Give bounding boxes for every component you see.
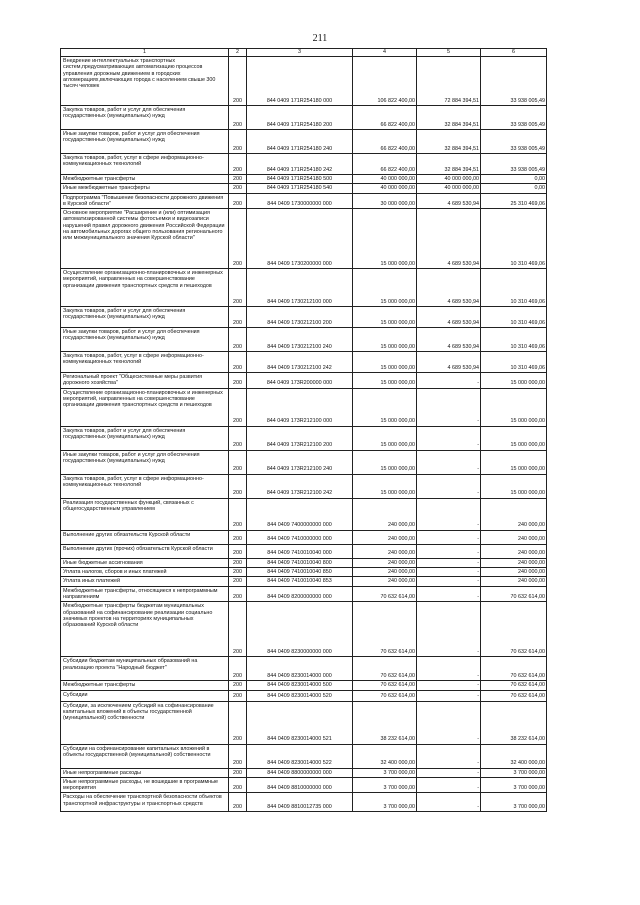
- row-amount-remaining: 240 000,00: [481, 498, 547, 530]
- row-classification: 844 0409 7410010040 850: [247, 568, 353, 577]
- row-name: Межбюджетные трансферты: [61, 681, 229, 690]
- row-code: 200: [229, 793, 247, 812]
- row-classification: 844 0409 173R212100 000: [247, 388, 353, 426]
- row-classification: 844 0409 1730212100 200: [247, 307, 353, 328]
- row-code: 200: [229, 307, 247, 328]
- row-name: Региональный проект "Общесистемные меры развития дорожного хозяйства": [61, 373, 229, 389]
- table-row: [61, 530, 547, 544]
- row-classification: 844 0409 171R254180 240: [247, 130, 353, 154]
- table-row: [61, 768, 547, 777]
- row-name: Межбюджетные трансферты, относящиеся к непрограммным направлениям: [61, 586, 229, 602]
- row-amount-remaining: 25 310 469,06: [481, 193, 547, 209]
- table-row: [61, 577, 547, 586]
- row-amount-approved: 240 000,00: [353, 568, 417, 577]
- row-amount-approved: 15 000 000,00: [353, 373, 417, 389]
- row-amount-approved: 240 000,00: [353, 530, 417, 544]
- row-code: 200: [229, 681, 247, 690]
- row-amount-executed: 72 884 394,51: [417, 57, 481, 106]
- table-row: [61, 193, 547, 209]
- row-code: 200: [229, 657, 247, 681]
- row-amount-remaining: 240 000,00: [481, 568, 547, 577]
- table-row: [61, 681, 547, 690]
- row-classification: 844 0409 173R200000 000: [247, 373, 353, 389]
- row-code: 200: [229, 530, 247, 544]
- row-code: 200: [229, 269, 247, 307]
- row-amount-remaining: 70 632 614,00: [481, 657, 547, 681]
- row-name: Субсидии бюджетам муниципальных образований на реализацию проекта "Народный бюджет": [61, 657, 229, 681]
- table-row: [61, 777, 547, 793]
- table-row: [61, 450, 547, 474]
- row-name: Реализация государственных функций, связанных с общегосударственным управлением: [61, 498, 229, 530]
- row-amount-remaining: 70 632 614,00: [481, 586, 547, 602]
- row-amount-executed: -: [417, 426, 481, 450]
- row-classification: 844 0409 8230014000 522: [247, 744, 353, 768]
- table-row: [61, 690, 547, 701]
- row-classification: 844 0409 8810000000 000: [247, 777, 353, 793]
- row-amount-executed: 32 884 394,51: [417, 154, 481, 175]
- row-amount-approved: 70 632 614,00: [353, 657, 417, 681]
- row-amount-approved: 3 700 000,00: [353, 777, 417, 793]
- row-amount-remaining: 70 632 614,00: [481, 681, 547, 690]
- row-amount-approved: 70 632 614,00: [353, 690, 417, 701]
- row-amount-executed: 32 884 394,51: [417, 106, 481, 130]
- table-row: [61, 602, 547, 657]
- row-name: Субсидии: [61, 690, 229, 701]
- row-amount-approved: 66 822 400,00: [353, 106, 417, 130]
- row-amount-remaining: 33 938 005,49: [481, 106, 547, 130]
- row-amount-approved: 3 700 000,00: [353, 793, 417, 812]
- row-amount-approved: 15 000 000,00: [353, 352, 417, 373]
- row-amount-approved: 70 632 614,00: [353, 681, 417, 690]
- row-amount-executed: -: [417, 586, 481, 602]
- row-name: Субсидии на софинансирование капитальных вложений в объекты государственной (муниципальной) собственности: [61, 744, 229, 768]
- row-amount-approved: 66 822 400,00: [353, 154, 417, 175]
- row-name: Межбюджетные трансферты бюджетам муниципальных образований на софинансирование реализации социально значимых проектов на территориях муниципальных образований Курской области: [61, 602, 229, 657]
- row-classification: 844 0409 171R254180 500: [247, 175, 353, 184]
- row-amount-executed: 4 689 530,94: [417, 328, 481, 352]
- row-amount-executed: -: [417, 793, 481, 812]
- row-amount-remaining: 240 000,00: [481, 544, 547, 558]
- row-amount-approved: 240 000,00: [353, 577, 417, 586]
- table-row: [61, 352, 547, 373]
- row-name: Уплата иных платежей: [61, 577, 229, 586]
- row-amount-executed: 40 000 000,00: [417, 175, 481, 184]
- row-classification: 844 0409 173R212100 242: [247, 474, 353, 498]
- row-name: Закупка товаров, работ и услуг для обеспечения государственных (муниципальных) нужд: [61, 106, 229, 130]
- row-amount-executed: -: [417, 558, 481, 567]
- row-amount-executed: -: [417, 577, 481, 586]
- header-cell: 1: [61, 49, 229, 57]
- row-amount-approved: 240 000,00: [353, 544, 417, 558]
- row-code: 200: [229, 184, 247, 193]
- row-name: Иные закупки товаров, работ и услуг для обеспечения государственных (муниципальных) нужд: [61, 450, 229, 474]
- row-amount-executed: -: [417, 474, 481, 498]
- row-classification: 844 0409 171R254180 000: [247, 57, 353, 106]
- row-classification: 844 0409 8200000000 000: [247, 586, 353, 602]
- row-amount-remaining: 3 700 000,00: [481, 793, 547, 812]
- row-amount-executed: -: [417, 744, 481, 768]
- table-row: [61, 558, 547, 567]
- row-classification: 844 0409 171R254180 242: [247, 154, 353, 175]
- row-amount-executed: -: [417, 602, 481, 657]
- row-classification: 844 0409 8810012735 000: [247, 793, 353, 812]
- budget-table: [60, 48, 547, 812]
- row-amount-remaining: 240 000,00: [481, 558, 547, 567]
- table-row: [61, 701, 547, 744]
- row-amount-remaining: 0,00: [481, 175, 547, 184]
- header-cell: 4: [353, 49, 417, 57]
- table-row: [61, 307, 547, 328]
- row-amount-remaining: 15 000 000,00: [481, 474, 547, 498]
- row-name: Закупка товаров, работ, услуг в сфере информационно-коммуникационных технологий: [61, 474, 229, 498]
- header-cell: 6: [481, 49, 547, 57]
- row-name: Иные закупки товаров, работ и услуг для обеспечения государственных (муниципальных) нужд: [61, 130, 229, 154]
- row-amount-executed: -: [417, 777, 481, 793]
- row-name: Закупка товаров, работ и услуг для обеспечения государственных (муниципальных) нужд: [61, 307, 229, 328]
- row-classification: 844 0409 7410010040 853: [247, 577, 353, 586]
- row-amount-remaining: 15 000 000,00: [481, 426, 547, 450]
- row-classification: 844 0409 8230014000 500: [247, 681, 353, 690]
- row-amount-executed: 32 884 394,51: [417, 130, 481, 154]
- row-name: Иные межбюджетные трансферты: [61, 184, 229, 193]
- row-classification: 844 0409 7400000000 000: [247, 498, 353, 530]
- row-code: 200: [229, 388, 247, 426]
- row-amount-approved: 15 000 000,00: [353, 388, 417, 426]
- table-row: [61, 744, 547, 768]
- row-name: Иные непрограммные расходы: [61, 768, 229, 777]
- row-amount-executed: -: [417, 530, 481, 544]
- row-code: 200: [229, 373, 247, 389]
- row-code: 200: [229, 426, 247, 450]
- row-code: 200: [229, 474, 247, 498]
- row-code: 200: [229, 175, 247, 184]
- row-name: Закупка товаров, работ и услуг для обеспечения государственных (муниципальных) нужд: [61, 426, 229, 450]
- table-row: [61, 426, 547, 450]
- row-name: Осуществление организационно-планировочных и инженерных мероприятий, направленных на совершенствование организации движения транспортных средств и пешеходов: [61, 269, 229, 307]
- row-amount-approved: 15 000 000,00: [353, 474, 417, 498]
- row-classification: 844 0409 8800000000 000: [247, 768, 353, 777]
- row-amount-approved: 240 000,00: [353, 558, 417, 567]
- row-amount-executed: -: [417, 544, 481, 558]
- row-code: 200: [229, 701, 247, 744]
- row-code: 200: [229, 544, 247, 558]
- row-classification: 844 0409 173R212100 240: [247, 450, 353, 474]
- row-code: 200: [229, 777, 247, 793]
- row-name: Закупка товаров, работ, услуг в сфере информационно-коммуникационных технологий: [61, 154, 229, 175]
- row-code: 200: [229, 193, 247, 209]
- row-amount-approved: 3 700 000,00: [353, 768, 417, 777]
- row-code: 200: [229, 690, 247, 701]
- row-amount-remaining: 240 000,00: [481, 577, 547, 586]
- row-name: Уплата налогов, сборов и иных платежей: [61, 568, 229, 577]
- row-amount-executed: -: [417, 657, 481, 681]
- row-amount-executed: 4 689 530,94: [417, 269, 481, 307]
- header-cell: 3: [247, 49, 353, 57]
- row-classification: 844 0409 7410010040 000: [247, 544, 353, 558]
- row-amount-approved: 15 000 000,00: [353, 307, 417, 328]
- row-code: 200: [229, 328, 247, 352]
- row-name: Иные непрограммные расходы, не вошедшие в программные мероприятия: [61, 777, 229, 793]
- row-name: Межбюджетные трансферты: [61, 175, 229, 184]
- row-amount-executed: -: [417, 701, 481, 744]
- row-code: 200: [229, 768, 247, 777]
- row-name: Осуществление организационно-планировочных и инженерных мероприятий, направленных на совершенствование организации движения транспортных средств и пешеходов: [61, 388, 229, 426]
- row-name: Подпрограмма "Повышение безопасности дорожного движения в Курской области": [61, 193, 229, 209]
- row-name: Выполнение других обязательств Курской области: [61, 530, 229, 544]
- row-amount-remaining: 0,00: [481, 184, 547, 193]
- table-row: [61, 130, 547, 154]
- row-amount-remaining: 10 310 469,06: [481, 269, 547, 307]
- row-classification: 844 0409 1730212100 000: [247, 269, 353, 307]
- row-amount-approved: 15 000 000,00: [353, 209, 417, 269]
- row-name: Закупка товаров, работ, услуг в сфере информационно-коммуникационных технологий: [61, 352, 229, 373]
- row-amount-approved: 38 232 614,00: [353, 701, 417, 744]
- table-row: [61, 498, 547, 530]
- row-amount-remaining: 38 232 614,00: [481, 701, 547, 744]
- row-amount-executed: 4 689 530,94: [417, 352, 481, 373]
- row-amount-executed: -: [417, 373, 481, 389]
- row-amount-remaining: 15 000 000,00: [481, 373, 547, 389]
- row-amount-approved: 70 632 614,00: [353, 602, 417, 657]
- row-amount-approved: 30 000 000,00: [353, 193, 417, 209]
- row-classification: 844 0409 8230014000 000: [247, 657, 353, 681]
- header-cell: 5: [417, 49, 481, 57]
- row-amount-executed: 4 689 530,94: [417, 307, 481, 328]
- row-classification: 844 0409 1730212100 242: [247, 352, 353, 373]
- table-row: [61, 544, 547, 558]
- row-amount-executed: -: [417, 498, 481, 530]
- row-amount-executed: -: [417, 568, 481, 577]
- row-code: 200: [229, 568, 247, 577]
- row-name: Расходы на обеспечение транспортной безопасности объектов транспортной инфраструктуры и транспортных средств: [61, 793, 229, 812]
- table-row: [61, 209, 547, 269]
- table-row: [61, 269, 547, 307]
- row-code: 200: [229, 744, 247, 768]
- row-code: 200: [229, 57, 247, 106]
- row-code: 200: [229, 498, 247, 530]
- row-name: Иные закупки товаров, работ и услуг для обеспечения государственных (муниципальных) нужд: [61, 328, 229, 352]
- row-classification: 844 0409 7410010040 800: [247, 558, 353, 567]
- row-code: 200: [229, 602, 247, 657]
- row-code: 200: [229, 558, 247, 567]
- page-number: 211: [312, 33, 328, 44]
- row-name: Субсидии, за исключением субсидий на софинансирование капитальных вложений в объекты государственной (муниципальной) собственности: [61, 701, 229, 744]
- row-amount-approved: 15 000 000,00: [353, 450, 417, 474]
- row-amount-remaining: 10 310 469,06: [481, 352, 547, 373]
- row-amount-remaining: 3 700 000,00: [481, 777, 547, 793]
- row-code: 200: [229, 209, 247, 269]
- row-amount-remaining: 32 400 000,00: [481, 744, 547, 768]
- row-amount-approved: 15 000 000,00: [353, 426, 417, 450]
- row-classification: 844 0409 173R212100 200: [247, 426, 353, 450]
- row-code: 200: [229, 450, 247, 474]
- header-cell: 2: [229, 49, 247, 57]
- row-amount-executed: 4 689 530,94: [417, 209, 481, 269]
- row-amount-approved: 66 822 400,00: [353, 130, 417, 154]
- row-amount-approved: 32 400 000,00: [353, 744, 417, 768]
- row-amount-executed: -: [417, 450, 481, 474]
- row-classification: 844 0409 8230014000 520: [247, 690, 353, 701]
- table-row: [61, 328, 547, 352]
- row-code: 200: [229, 577, 247, 586]
- row-classification: 844 0409 8230000000 000: [247, 602, 353, 657]
- row-code: 200: [229, 352, 247, 373]
- row-amount-remaining: 3 700 000,00: [481, 768, 547, 777]
- row-amount-approved: 40 000 000,00: [353, 184, 417, 193]
- row-amount-executed: 40 000 000,00: [417, 184, 481, 193]
- table-header-row: [61, 49, 547, 57]
- row-amount-remaining: 10 310 469,06: [481, 328, 547, 352]
- table-row: [61, 793, 547, 812]
- row-name: Иные бюджетные ассигнования: [61, 558, 229, 567]
- row-amount-approved: 15 000 000,00: [353, 328, 417, 352]
- row-amount-approved: 106 822 400,00: [353, 57, 417, 106]
- table-row: [61, 175, 547, 184]
- row-classification: 844 0409 1730000000 000: [247, 193, 353, 209]
- row-code: 200: [229, 586, 247, 602]
- row-amount-executed: 4 689 530,94: [417, 193, 481, 209]
- row-amount-remaining: 15 000 000,00: [481, 450, 547, 474]
- row-code: 200: [229, 154, 247, 175]
- row-name: Выполнение других (прочих) обязательств Курской области: [61, 544, 229, 558]
- table-row: [61, 57, 547, 106]
- row-classification: 844 0409 1730200000 000: [247, 209, 353, 269]
- table-row: [61, 106, 547, 130]
- row-classification: 844 0409 8230014000 521: [247, 701, 353, 744]
- row-amount-executed: -: [417, 690, 481, 701]
- row-classification: 844 0409 7410000000 000: [247, 530, 353, 544]
- row-name: Основное мероприятие "Расширение и (или) оптимизация автоматизированной системы фотосъемки и видеозаписи нарушений правил дорожного движения Российской Федерации на автомобильных дорогах общего пользования регионального или межмуниципального значения Курской области": [61, 209, 229, 269]
- table-row: [61, 586, 547, 602]
- row-classification: 844 0409 171R254180 200: [247, 106, 353, 130]
- table-row: [61, 154, 547, 175]
- row-amount-remaining: 240 000,00: [481, 530, 547, 544]
- row-classification: 844 0409 171R254180 540: [247, 184, 353, 193]
- row-amount-remaining: 10 310 469,06: [481, 209, 547, 269]
- row-amount-remaining: 33 938 005,49: [481, 130, 547, 154]
- row-amount-remaining: 70 632 614,00: [481, 690, 547, 701]
- row-amount-remaining: 33 938 005,49: [481, 154, 547, 175]
- row-amount-approved: 15 000 000,00: [353, 269, 417, 307]
- table-row: [61, 657, 547, 681]
- row-amount-remaining: 10 310 469,06: [481, 307, 547, 328]
- row-code: 200: [229, 106, 247, 130]
- table-row: [61, 373, 547, 389]
- row-amount-executed: -: [417, 388, 481, 426]
- table-row: [61, 568, 547, 577]
- row-amount-approved: 240 000,00: [353, 498, 417, 530]
- table-row: [61, 184, 547, 193]
- row-amount-remaining: 33 938 005,49: [481, 57, 547, 106]
- row-amount-remaining: 15 000 000,00: [481, 388, 547, 426]
- row-amount-executed: -: [417, 681, 481, 690]
- row-amount-approved: 40 000 000,00: [353, 175, 417, 184]
- table-row: [61, 474, 547, 498]
- row-amount-remaining: 70 632 614,00: [481, 602, 547, 657]
- row-code: 200: [229, 130, 247, 154]
- row-classification: 844 0409 1730212100 240: [247, 328, 353, 352]
- row-amount-approved: 70 632 614,00: [353, 586, 417, 602]
- table-row: [61, 388, 547, 426]
- row-amount-executed: -: [417, 768, 481, 777]
- row-name: Внедрение интеллектуальных транспортных систем,предусматривающих автоматизацию процессов управления дорожным движением в городских агломерациях,включающих города с населением свыше 300 тысяч человек: [61, 57, 229, 106]
